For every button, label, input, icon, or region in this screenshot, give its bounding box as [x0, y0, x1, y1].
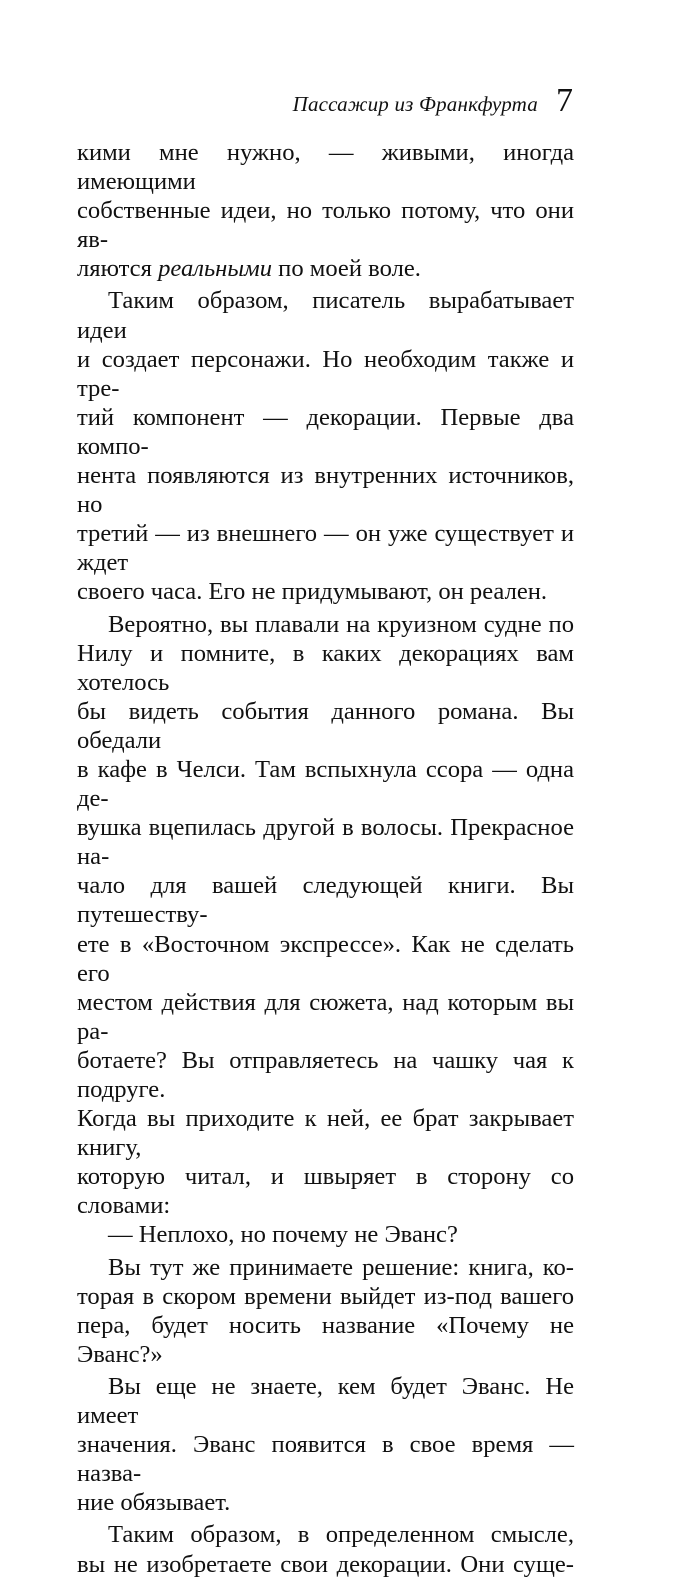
paragraph [77, 1430, 574, 1488]
paragraph [77, 610, 574, 639]
paragraph [77, 930, 574, 988]
line: в кафе в Челси. Там вспыхнула ссора — одна де- [77, 755, 574, 813]
paragraph [77, 639, 574, 697]
line: тий компонент — декорации. Первые два компо- [77, 403, 574, 460]
paragraph [77, 1253, 574, 1282]
line: и создает персонажи. Но необходим также и тре- [77, 345, 574, 402]
paragraph [77, 345, 574, 403]
paragraph [77, 286, 574, 344]
line: своего часа. Его не придумывают, он реален. [77, 578, 548, 606]
line: ете в «Восточном экспрессе». Как не сделать его [77, 930, 574, 987]
paragraph [77, 1104, 574, 1162]
paragraph [77, 577, 574, 606]
line: местом действия для сюжета, над которым вы ра- [77, 988, 574, 1045]
line: ляются [77, 255, 159, 283]
line: торая в скором времени выйдет из-под вашего [77, 1282, 574, 1310]
page-number: 7 [556, 82, 573, 119]
line: — Неплохо, но почему не Эванс? [108, 1221, 458, 1249]
paragraph [77, 813, 574, 871]
paragraph [77, 1311, 574, 1369]
paragraph [77, 1550, 574, 1579]
paragraph [77, 697, 574, 755]
line: ние обязывает. [77, 1489, 231, 1517]
paragraph [77, 871, 574, 929]
paragraph [77, 1488, 574, 1517]
line: которую читал, и швыряет в сторону со словами: [77, 1163, 574, 1220]
line: Вероятно, вы плавали на круизном судне по [108, 610, 574, 638]
paragraph [77, 1520, 574, 1549]
line: нента появляются из внутренних источников, но [77, 462, 574, 519]
line: Когда вы приходите к ней, ее брат закрывает книгу, [77, 1105, 574, 1162]
line: вушка вцепилась другой в волосы. Прекрасное на- [77, 814, 574, 871]
paragraph [77, 1372, 574, 1430]
line: чало для вашей следующей книги. Вы путешеству- [77, 872, 574, 929]
paragraph [77, 755, 574, 813]
line: Таким образом, в определенном смысле, [108, 1521, 574, 1549]
running-title: Пассажир из Франкфурта [292, 92, 538, 116]
line: Нилу и помните, в каких декорациях вам хотелось [77, 639, 574, 696]
line: Таким образом, писатель вырабатывает идеи [77, 287, 574, 344]
paragraph [77, 1220, 574, 1249]
paragraph [77, 1162, 574, 1220]
paragraph [77, 196, 574, 254]
paragraph [77, 254, 574, 283]
line: ботаете? Вы отправляетесь на чашку чая к подруге. [77, 1046, 574, 1103]
paragraph [77, 403, 574, 461]
emphasis: реальными [158, 255, 273, 283]
line: вы не изобретаете свои декорации. Они суще- [77, 1550, 574, 1578]
line: Вы тут же принимаете решение: книга, ко- [108, 1253, 574, 1281]
paragraph [77, 519, 574, 577]
line: значения. Эванс появится в свое время — назва- [77, 1431, 574, 1488]
line: третий — из внешнего — он уже существует и ждет [77, 520, 574, 577]
line: кими мне нужно, — живыми, иногда имеющими [77, 139, 574, 196]
line: пера, будет носить название «Почему не Эванс?» [77, 1311, 574, 1368]
paragraph [77, 988, 574, 1046]
paragraph [77, 1046, 574, 1104]
line: по моей воле. [272, 255, 421, 283]
running-header [293, 84, 573, 118]
line: бы видеть события данного романа. Вы обедали [77, 697, 574, 754]
paragraph [77, 1282, 574, 1311]
paragraph [77, 138, 574, 196]
paragraph [77, 461, 574, 519]
line: собственные идеи, но только потому, что они яв- [77, 197, 574, 254]
body-text [77, 138, 574, 1579]
line: Вы еще не знаете, кем будет Эванс. Не имеет [77, 1372, 574, 1430]
